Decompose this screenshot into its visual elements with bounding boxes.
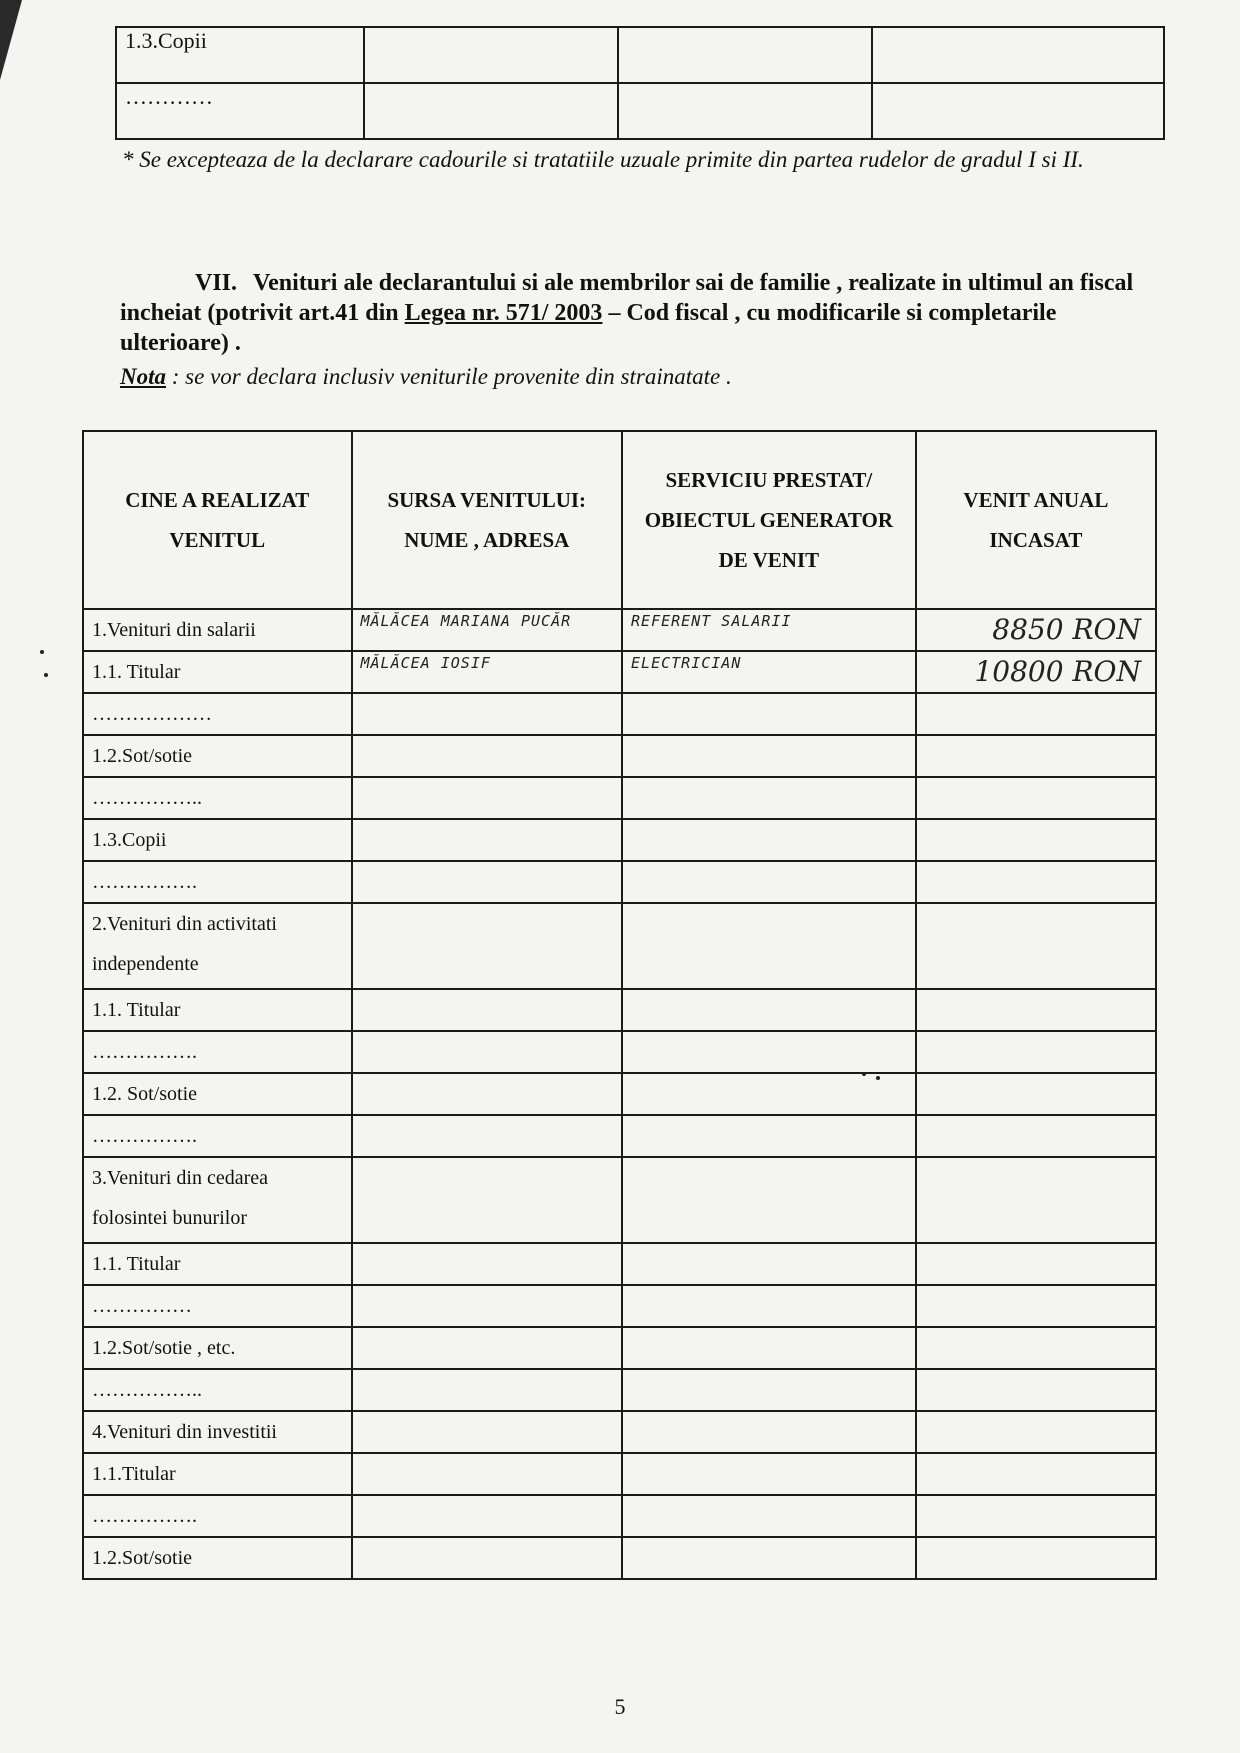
- annual-income-cell: [916, 1369, 1156, 1411]
- handwritten-source: MĂLĂCEA IOSIF: [360, 654, 491, 672]
- section-title-tail: – Cod fiscal , cu modificarile si completarile ulterioare) .: [120, 300, 1057, 356]
- table-row: [83, 693, 1156, 735]
- service-cell: [622, 1537, 916, 1579]
- row-label: 4.Venituri din investitii: [83, 1411, 352, 1453]
- service-cell: [622, 819, 916, 861]
- table-cell: [872, 27, 1164, 83]
- service-cell: [622, 1073, 916, 1115]
- table-row: [83, 1495, 1156, 1537]
- annual-income-cell: [916, 1243, 1156, 1285]
- handwritten-service: [631, 820, 907, 822]
- row-label: 1.2. Sot/sotie: [83, 1073, 352, 1115]
- income-source-cell: [352, 1369, 623, 1411]
- income-source-cell: [352, 609, 623, 651]
- income-source-cell: [352, 735, 623, 777]
- table-row: [83, 777, 1156, 819]
- section-heading: [120, 268, 1170, 358]
- row-label: 1.3.Copii: [116, 27, 364, 83]
- handwritten-source: [361, 1244, 614, 1246]
- table-row: [83, 1453, 1156, 1495]
- handwritten-service: [631, 990, 907, 992]
- annual-income-cell: [916, 651, 1156, 693]
- annual-income-cell: [916, 903, 1156, 989]
- service-cell: [622, 735, 916, 777]
- annual-income-cell: [916, 819, 1156, 861]
- row-label: ……………..: [83, 1369, 352, 1411]
- scan-speck: [40, 650, 44, 654]
- service-cell: [622, 1453, 916, 1495]
- annual-income-cell: [916, 1115, 1156, 1157]
- handwritten-service: [631, 1538, 907, 1540]
- annual-income-cell: [916, 1285, 1156, 1327]
- income-table-body: [83, 609, 1156, 1579]
- income-source-cell: [352, 1031, 623, 1073]
- table-row: [83, 651, 1156, 693]
- income-source-cell: [352, 693, 623, 735]
- handwritten-source: [361, 1032, 614, 1034]
- income-source-cell: [352, 777, 623, 819]
- service-cell: [622, 1157, 916, 1243]
- header-service-provided: SERVICIU PRESTAT/ OBIECTUL GENERATOR DE VENIT: [622, 431, 916, 609]
- table-row: [116, 27, 1164, 83]
- income-source-cell: [352, 989, 623, 1031]
- income-source-cell: [352, 651, 623, 693]
- annual-income-cell: [916, 1411, 1156, 1453]
- table-row: [83, 1411, 1156, 1453]
- income-source-cell: [352, 1285, 623, 1327]
- row-label: …………….: [83, 861, 352, 903]
- annual-income-cell: [916, 609, 1156, 651]
- scan-speck: [44, 673, 48, 677]
- table-row: [83, 1243, 1156, 1285]
- annual-income-cell: [916, 1453, 1156, 1495]
- handwritten-source: [361, 1370, 614, 1372]
- service-cell: [622, 1115, 916, 1157]
- table-row: [83, 1115, 1156, 1157]
- section-note: [120, 364, 1170, 390]
- table-row: [83, 1285, 1156, 1327]
- row-label: 1.1.Titular: [83, 1453, 352, 1495]
- row-label: …………….: [83, 1115, 352, 1157]
- annual-income-cell: [916, 1327, 1156, 1369]
- gift-exception-footnote: * Se excepteaza de la declarare cadourile si tratatiile uzuale primite din partea rudelor de gradul I si II.: [122, 147, 1084, 172]
- service-cell: [622, 861, 916, 903]
- income-source-cell: [352, 1411, 623, 1453]
- header-who-earned: CINE A REALIZAT VENITUL: [83, 431, 352, 609]
- service-cell: [622, 777, 916, 819]
- table-row: [83, 1537, 1156, 1579]
- handwritten-service: [631, 904, 907, 906]
- row-label: 1.2.Sot/sotie: [83, 735, 352, 777]
- annual-income-cell: [916, 1537, 1156, 1579]
- annual-income-cell: [916, 989, 1156, 1031]
- annual-income-cell: [916, 1031, 1156, 1073]
- annual-income-cell: [916, 1073, 1156, 1115]
- law-reference: Legea nr. 571/ 2003: [404, 300, 603, 326]
- income-source-cell: [352, 903, 623, 989]
- handwritten-source: [361, 1286, 614, 1288]
- handwritten-source: [361, 1496, 614, 1498]
- table-row: [83, 819, 1156, 861]
- page-number: 5: [614, 1694, 626, 1719]
- handwritten-source: [361, 1158, 614, 1160]
- income-table: [82, 430, 1157, 1580]
- handwritten-source: [361, 736, 614, 738]
- row-label: 1.1. Titular: [83, 651, 352, 693]
- table-row: [83, 903, 1156, 989]
- handwritten-service: [631, 1328, 907, 1330]
- row-label: 1.1. Titular: [83, 1243, 352, 1285]
- service-cell: [622, 651, 916, 693]
- row-label: ……………..: [83, 777, 352, 819]
- income-source-cell: [352, 1537, 623, 1579]
- row-label: …………: [116, 83, 364, 139]
- row-label: ……………: [83, 1285, 352, 1327]
- handwritten-service: [631, 862, 907, 864]
- handwritten-service: [631, 736, 907, 738]
- income-source-cell: [352, 1495, 623, 1537]
- note-label: Nota: [120, 364, 166, 389]
- table-cell: [618, 27, 872, 83]
- table-row: [116, 83, 1164, 139]
- section-number: VII.: [195, 270, 238, 296]
- income-source-cell: [352, 1453, 623, 1495]
- service-cell: [622, 1243, 916, 1285]
- handwritten-service: [631, 1496, 907, 1498]
- handwritten-source: [361, 1116, 614, 1118]
- handwritten-source: [361, 862, 614, 864]
- handwritten-source: [361, 694, 614, 696]
- service-cell: [622, 1031, 916, 1073]
- handwritten-source: [361, 1074, 614, 1076]
- income-source-cell: [352, 1243, 623, 1285]
- table-row: [83, 1031, 1156, 1073]
- header-income-source: SURSA VENITULUI: NUME , ADRESA: [352, 431, 623, 609]
- service-cell: [622, 1285, 916, 1327]
- handwritten-amount: 8850 RON: [992, 613, 1141, 646]
- service-cell: [622, 609, 916, 651]
- handwritten-source: [361, 1538, 614, 1540]
- service-cell: [622, 1411, 916, 1453]
- income-source-cell: [352, 861, 623, 903]
- annual-income-cell: [916, 735, 1156, 777]
- service-cell: [622, 989, 916, 1031]
- annual-income-cell: [916, 861, 1156, 903]
- row-label: ………………: [83, 693, 352, 735]
- handwritten-service: [631, 1370, 907, 1372]
- income-source-cell: [352, 1073, 623, 1115]
- table-row: [83, 1369, 1156, 1411]
- handwritten-service: [631, 1286, 907, 1288]
- continuation-table: [115, 26, 1165, 140]
- table-row: [83, 989, 1156, 1031]
- table-cell: [364, 27, 618, 83]
- table-row: [83, 609, 1156, 651]
- scan-speck: [876, 1076, 880, 1080]
- handwritten-service: [631, 1454, 907, 1456]
- income-source-cell: [352, 1115, 623, 1157]
- row-label: 1.Venituri din salarii: [83, 609, 352, 651]
- handwritten-source: [361, 820, 614, 822]
- table-row: [83, 1157, 1156, 1243]
- income-source-cell: [352, 819, 623, 861]
- row-label: …………….: [83, 1031, 352, 1073]
- service-cell: [622, 693, 916, 735]
- handwritten-service: [631, 1158, 907, 1160]
- table-row: [83, 1327, 1156, 1369]
- service-cell: [622, 1369, 916, 1411]
- row-label: 1.2.Sot/sotie , etc.: [83, 1327, 352, 1369]
- scan-corner-shadow: [0, 0, 22, 80]
- handwritten-service: ELECTRICIAN: [631, 654, 742, 672]
- service-cell: [622, 903, 916, 989]
- row-label: …………….: [83, 1495, 352, 1537]
- income-source-cell: [352, 1327, 623, 1369]
- table-row: [83, 861, 1156, 903]
- handwritten-service: REFERENT SALARII: [631, 612, 792, 630]
- annual-income-cell: [916, 1157, 1156, 1243]
- annual-income-cell: [916, 693, 1156, 735]
- service-cell: [622, 1327, 916, 1369]
- handwritten-service: [631, 778, 907, 780]
- service-cell: [622, 1495, 916, 1537]
- row-label: 1.1. Titular: [83, 989, 352, 1031]
- annual-income-cell: [916, 777, 1156, 819]
- row-label: 2.Venituri din activitati independente: [83, 903, 352, 989]
- table-cell: [364, 83, 618, 139]
- handwritten-source: [361, 1328, 614, 1330]
- table-row: [83, 1073, 1156, 1115]
- handwritten-source: MĂLĂCEA MARIANA PUCĂR: [360, 612, 572, 630]
- handwritten-service: [631, 1032, 907, 1034]
- handwritten-service: [631, 694, 907, 696]
- table-header-row: [83, 431, 1156, 609]
- row-label: 3.Venituri din cedarea folosintei bunurilor: [83, 1157, 352, 1243]
- income-source-cell: [352, 1157, 623, 1243]
- note-text: : se vor declara inclusiv veniturile provenite din strainatate .: [166, 364, 732, 389]
- header-annual-income: VENIT ANUAL INCASAT: [916, 431, 1156, 609]
- table-cell: [618, 83, 872, 139]
- handwritten-source: [361, 904, 614, 906]
- annual-income-cell: [916, 1495, 1156, 1537]
- handwritten-service: [631, 1244, 907, 1246]
- table-row: [83, 735, 1156, 777]
- handwritten-source: [361, 1454, 614, 1456]
- handwritten-service: [631, 1412, 907, 1414]
- table-cell: [872, 83, 1164, 139]
- handwritten-service: [631, 1116, 907, 1118]
- row-label: 1.3.Copii: [83, 819, 352, 861]
- row-label: 1.2.Sot/sotie: [83, 1537, 352, 1579]
- handwritten-source: [361, 778, 614, 780]
- handwritten-source: [361, 1412, 614, 1414]
- scan-speck: [862, 1072, 866, 1076]
- handwritten-source: [361, 990, 614, 992]
- section-title-text: Venituri ale declarantului si ale membrilor sai de familie , realizate in ultimul an fiscal incheiat (potrivit art.41 din: [120, 270, 1134, 326]
- handwritten-amount: 10800 RON: [974, 655, 1141, 688]
